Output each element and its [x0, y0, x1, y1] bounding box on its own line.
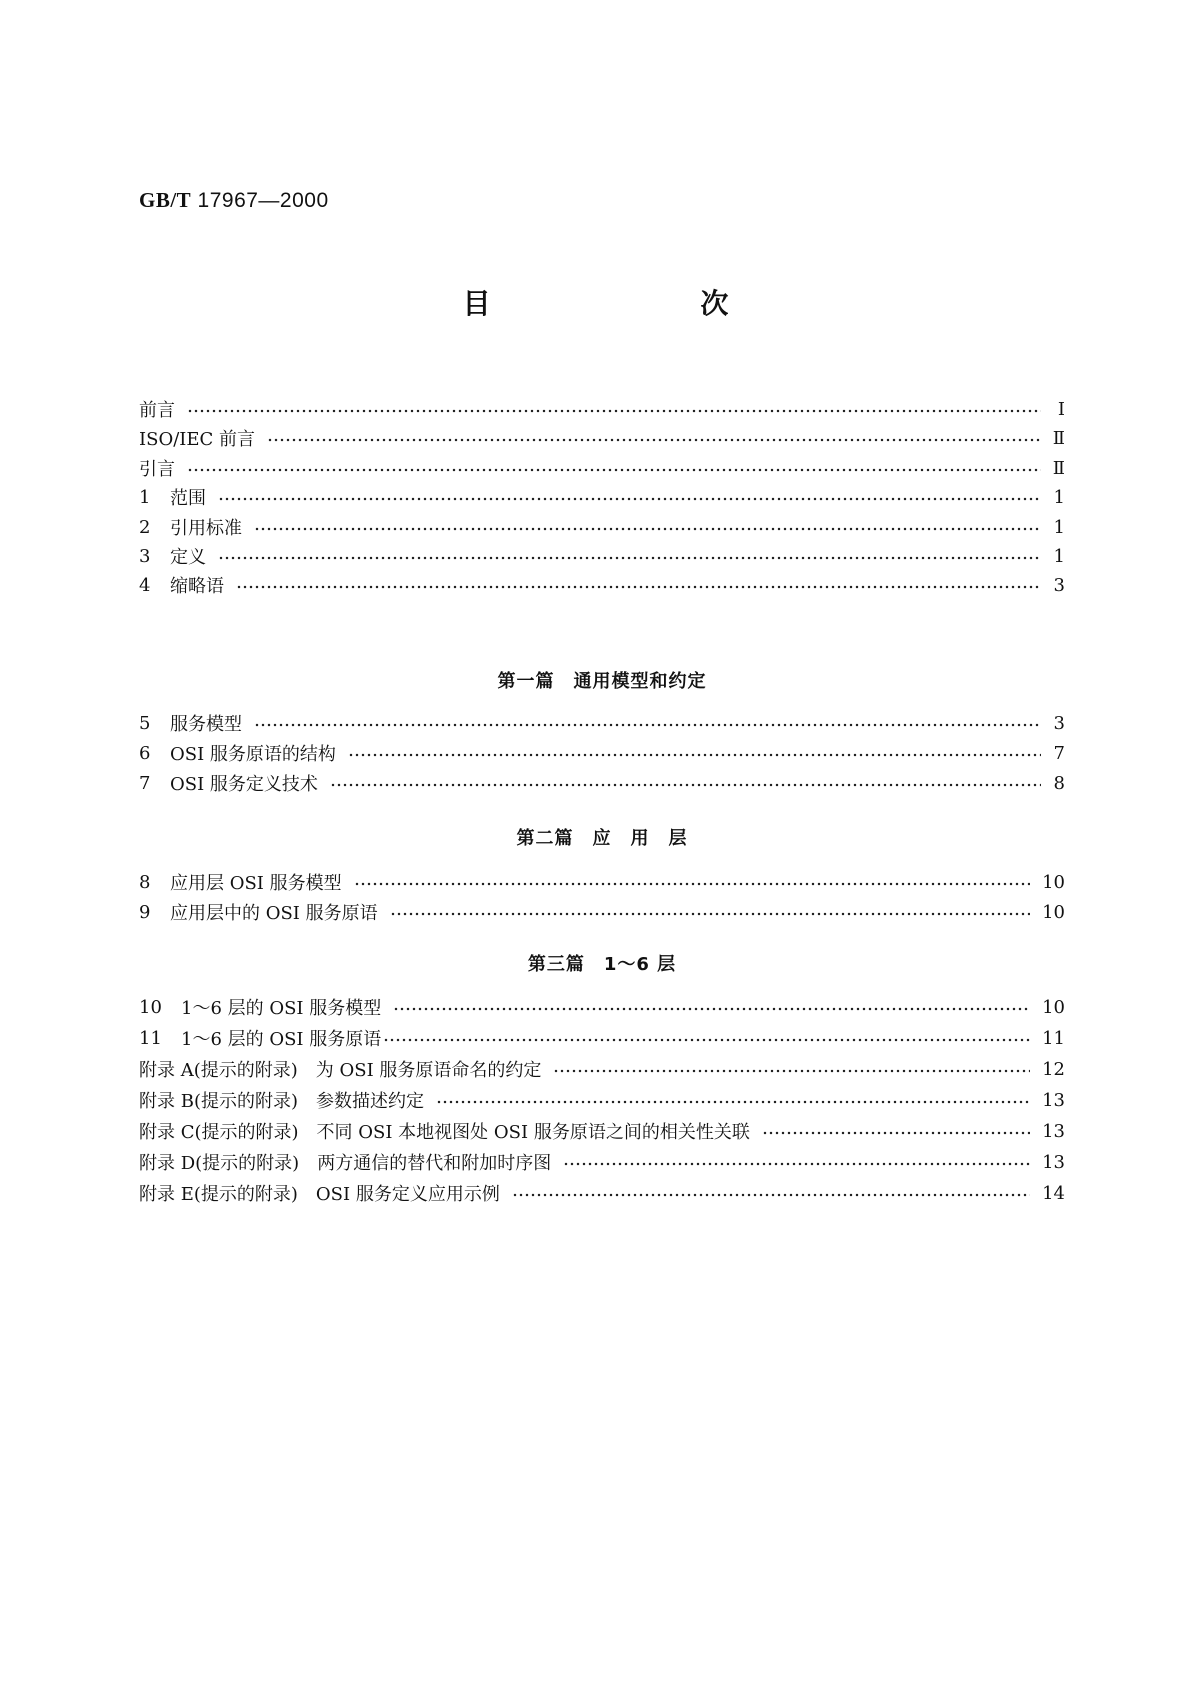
dot-leader [354, 882, 1030, 886]
toc-entry-number: 5 [139, 712, 151, 734]
standard-prefix: GB/T [139, 188, 192, 212]
toc-entry-text: 引用标准 [170, 518, 242, 539]
dot-leader [383, 1038, 1030, 1042]
dot-leader [330, 783, 1041, 787]
page-title: 目 次 [462, 287, 829, 320]
toc-entry-page: 1 [1053, 516, 1065, 538]
dot-leader [762, 1131, 1030, 1135]
toc-entry-text: 应用层 OSI 服务模型 [170, 873, 342, 894]
dot-leader [348, 753, 1041, 757]
toc-entry-3[interactable] [139, 543, 1065, 569]
toc-entry-text: 范围 [170, 488, 206, 509]
dot-leader [267, 438, 1041, 442]
toc-entry-annex-c[interactable] [139, 1118, 1065, 1144]
toc-entry-number: 2 [139, 516, 151, 538]
toc-entry-iso-foreword[interactable] [139, 425, 1065, 451]
toc-entry-text: 前言 [139, 400, 175, 421]
dot-leader [563, 1162, 1030, 1166]
toc-entry-page: 13 [1042, 1120, 1065, 1142]
dot-leader [187, 409, 1041, 413]
toc-entry-page: 12 [1042, 1058, 1065, 1080]
toc-entry-text: 附录 D(提示的附录) 两方通信的替代和附加时序图 [139, 1153, 552, 1174]
dot-leader [390, 912, 1030, 916]
toc-entry-5[interactable] [139, 710, 1065, 736]
toc-entry-page: 13 [1042, 1151, 1065, 1173]
toc-entry-number: 4 [139, 574, 151, 596]
toc-entry-6[interactable] [139, 740, 1065, 766]
toc-entry-page: 14 [1042, 1182, 1065, 1204]
part-heading-1: 第一篇 通用模型和约定 [497, 671, 707, 692]
toc-entry-text: 引言 [139, 459, 175, 480]
toc-entry-number: 7 [139, 772, 151, 794]
toc-entry-text: 缩略语 [170, 576, 224, 597]
dot-leader [187, 468, 1041, 472]
toc-entry-page: 3 [1053, 574, 1065, 596]
part-heading-2: 第二篇 应 用 层 [516, 828, 688, 849]
toc-entry-text: 附录 B(提示的附录) 参数描述约定 [139, 1091, 424, 1112]
toc-entry-text: 附录 E(提示的附录) OSI 服务定义应用示例 [139, 1184, 500, 1205]
toc-entry-annex-d[interactable] [139, 1149, 1065, 1175]
toc-entry-number: 8 [139, 871, 151, 893]
toc-entry-page: Ⅰ [1057, 398, 1065, 420]
toc-entry-text: 应用层中的 OSI 服务原语 [170, 903, 378, 924]
dot-leader [512, 1193, 1030, 1197]
standard-number: 17967—2000 [197, 189, 329, 212]
toc-entry-page: 7 [1053, 742, 1065, 764]
part-heading-3: 第三篇 1～6 层 [527, 954, 677, 975]
toc-entry-text: OSI 服务原语的结构 [170, 744, 336, 765]
toc-entry-page: 1 [1053, 486, 1065, 508]
toc-entry-page: 10 [1042, 871, 1065, 893]
dot-leader [254, 723, 1041, 727]
toc-entry-number: 10 [139, 996, 162, 1018]
toc-entry-page: 11 [1042, 1027, 1065, 1049]
toc-entry-number: 11 [139, 1027, 162, 1049]
dot-leader [236, 585, 1041, 589]
toc-entry-page: 13 [1042, 1089, 1065, 1111]
toc-entry-page: 1 [1053, 545, 1065, 567]
toc-entry-text: 服务模型 [170, 714, 242, 735]
toc-entry-annex-e[interactable] [139, 1180, 1065, 1206]
toc-entry-text: 附录 A(提示的附录) 为 OSI 服务原语命名的约定 [139, 1060, 542, 1081]
toc-entry-1[interactable] [139, 484, 1065, 510]
toc-entry-2[interactable] [139, 514, 1065, 540]
toc-entry-page: 8 [1053, 772, 1065, 794]
toc-entry-foreword[interactable] [139, 396, 1065, 422]
toc-entry-annex-b[interactable] [139, 1087, 1065, 1113]
toc-entry-7[interactable] [139, 770, 1065, 796]
dot-leader [436, 1100, 1030, 1104]
toc-entry-number: 3 [139, 545, 151, 567]
dot-leader [254, 527, 1041, 531]
toc-entry-page: 10 [1042, 901, 1065, 923]
toc-entry-number: 9 [139, 901, 151, 923]
toc-entry-text: 附录 C(提示的附录) 不同 OSI 本地视图处 OSI 服务原语之间的相关性关联 [139, 1122, 750, 1143]
table-of-contents [139, 0, 1065, 1684]
toc-entry-introduction[interactable] [139, 455, 1065, 481]
dot-leader [393, 1007, 1030, 1011]
toc-entry-page: Ⅱ [1052, 427, 1065, 449]
toc-entry-9[interactable] [139, 899, 1065, 925]
toc-entry-text: ISO/IEC 前言 [139, 429, 256, 450]
toc-entry-annex-a[interactable] [139, 1056, 1065, 1082]
dot-leader [218, 497, 1041, 501]
toc-entry-10[interactable] [139, 994, 1065, 1020]
toc-entry-text: OSI 服务定义技术 [170, 774, 318, 795]
toc-entry-8[interactable] [139, 869, 1065, 895]
dot-leader [218, 556, 1041, 560]
toc-entry-number: 1 [139, 486, 151, 508]
toc-entry-number: 6 [139, 742, 151, 764]
toc-entry-page: Ⅱ [1052, 457, 1065, 479]
toc-entry-text: 定义 [170, 547, 206, 568]
toc-entry-text: 1～6 层的 OSI 服务模型 [181, 998, 382, 1019]
toc-entry-4[interactable] [139, 572, 1065, 598]
toc-entry-11[interactable] [139, 1025, 1065, 1051]
toc-entry-page: 3 [1053, 712, 1065, 734]
dot-leader [553, 1069, 1030, 1073]
toc-entry-page: 10 [1042, 996, 1065, 1018]
toc-entry-text: 1～6 层的 OSI 服务原语 [181, 1029, 382, 1050]
